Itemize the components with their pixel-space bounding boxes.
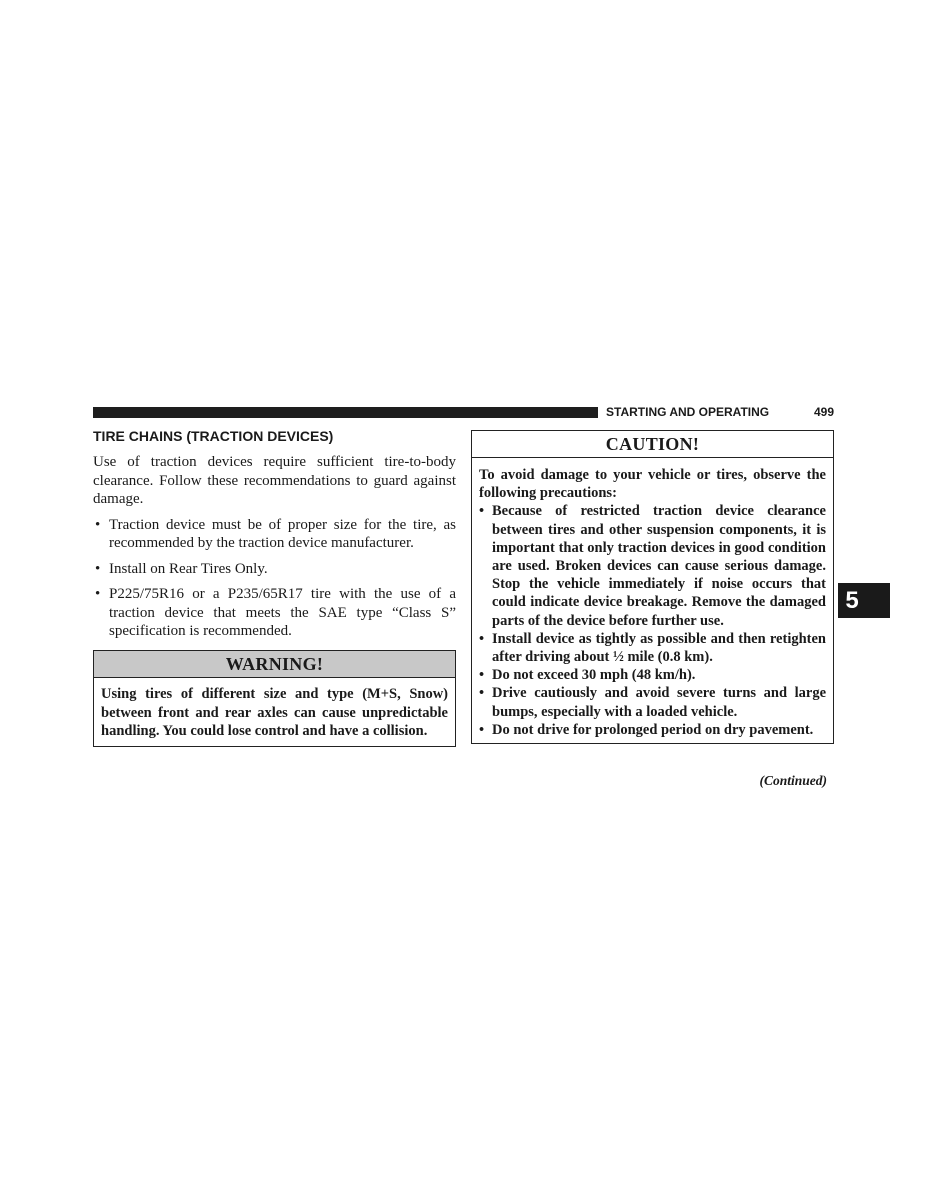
list-item-text: Do not drive for prolonged period on dry pavement. <box>492 721 814 738</box>
warning-text: Using tires of different size and type (M+S, Snow) between front and rear axles can cause unpredictable handling. You could lose control and have a collision. <box>101 686 448 739</box>
bullet-icon: • <box>95 516 101 533</box>
header-section-title: STARTING AND OPERATING <box>606 405 770 419</box>
chapter-number: 5 <box>845 587 859 614</box>
warning-box <box>93 650 456 747</box>
list-item-text: Install on Rear Tires Only. <box>109 560 268 577</box>
list-item <box>479 666 826 684</box>
caution-box <box>471 430 834 744</box>
recommendation-list <box>93 516 456 641</box>
bullet-icon: • <box>479 503 485 520</box>
caution-intro: To avoid damage to your vehicle or tires, observe the following precautions: <box>479 467 826 502</box>
caution-title: CAUTION! <box>472 431 833 458</box>
continued-note: (Continued) <box>759 773 827 788</box>
list-item <box>93 560 456 579</box>
list-item-text: Drive cautiously and avoid severe turns and large bumps, especially with a loaded vehicle. <box>492 685 826 720</box>
list-item-text: Do not exceed 30 mph (48 km/h). <box>492 667 696 684</box>
bullet-icon: • <box>95 560 101 577</box>
list-item-text: Traction device must be of proper size for the tire, as recommended by the traction device manufacturer. <box>109 516 456 551</box>
list-item-text: Because of restricted traction device clearance between tires and other suspension components, it is important that only traction devices in good condition are used. Broken devices can cause serious damage. Stop the vehicle immediately if noise occurs that could indicate device breakage. Remove the damaged parts of the device before further use. <box>492 503 826 629</box>
list-item-text: P225/75R16 or a P235/65R17 tire with the use of a traction device that meets the SAE type “Class S” specification is recommended. <box>109 586 456 639</box>
bullet-icon: • <box>479 630 485 647</box>
caution-list <box>479 502 826 739</box>
page-number: 499 <box>813 405 834 419</box>
caution-body <box>472 458 833 743</box>
list-item <box>479 630 826 666</box>
list-item <box>93 585 456 641</box>
bullet-icon: • <box>479 667 485 684</box>
list-item-text: Install device as tightly as possible and then retighten after driving about ½ mile (0.8 km). <box>492 630 826 666</box>
chapter-tab <box>838 583 890 618</box>
intro-paragraph: Use of traction devices require sufficient tire-to-body clearance. Follow these recommendations to guard against damage. <box>93 454 456 507</box>
section-heading: TIRE CHAINS (TRACTION DEVICES) <box>93 428 334 444</box>
running-header <box>606 405 834 421</box>
warning-title: WARNING! <box>94 651 455 678</box>
list-item <box>479 721 826 739</box>
list-item <box>93 516 456 553</box>
bullet-icon: • <box>479 685 485 702</box>
list-item <box>479 502 826 629</box>
bullet-icon: • <box>95 586 101 602</box>
list-item <box>479 684 826 720</box>
bullet-icon: • <box>479 721 485 738</box>
header-rule <box>93 407 598 418</box>
left-column <box>93 428 456 648</box>
